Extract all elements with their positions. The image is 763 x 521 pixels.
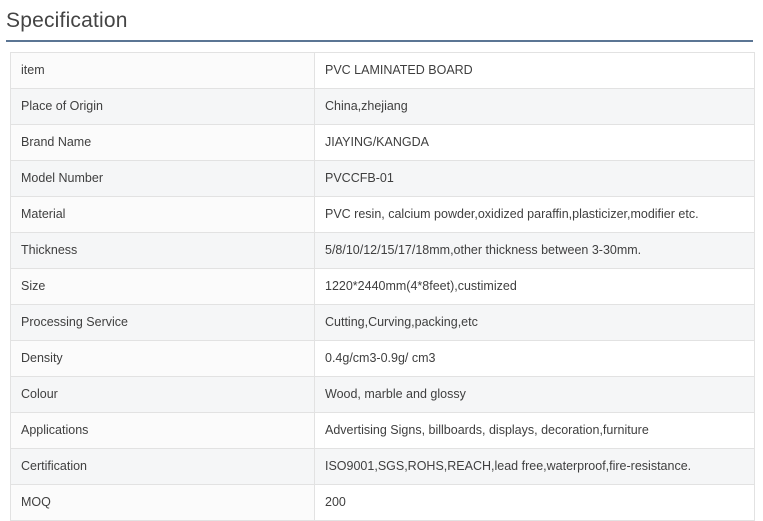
- table-cell-key: Density: [11, 341, 315, 377]
- table-row: [11, 413, 755, 449]
- table-cell-key: Size: [11, 269, 315, 305]
- table-row: [11, 233, 755, 269]
- table-row: [11, 125, 755, 161]
- table-cell-value: Wood, marble and glossy: [315, 377, 755, 413]
- page-title: Specification: [6, 9, 128, 32]
- table-cell-key: Colour: [11, 377, 315, 413]
- table-cell-key: MOQ: [11, 485, 315, 521]
- section-header: [0, 0, 763, 36]
- table-cell-key: Certification: [11, 449, 315, 485]
- table-row: [11, 341, 755, 377]
- table-cell-key: Material: [11, 197, 315, 233]
- table-cell-value: 5/8/10/12/15/17/18mm,other thickness between 3-30mm.: [315, 233, 755, 269]
- table-cell-key: Processing Service: [11, 305, 315, 341]
- table-cell-key: item: [11, 53, 315, 89]
- table-cell-value: 1220*2440mm(4*8feet),custimized: [315, 269, 755, 305]
- table-cell-key: Applications: [11, 413, 315, 449]
- table-cell-key: Thickness: [11, 233, 315, 269]
- table-row: [11, 197, 755, 233]
- table-row: [11, 269, 755, 305]
- table-cell-value: Cutting,Curving,packing,etc: [315, 305, 755, 341]
- table-row: [11, 485, 755, 521]
- table-cell-key: Place of Origin: [11, 89, 315, 125]
- title-divider: [6, 40, 753, 42]
- specification-table-body: [11, 53, 755, 521]
- table-cell-value: China,zhejiang: [315, 89, 755, 125]
- table-row: [11, 449, 755, 485]
- table-cell-value: PVC LAMINATED BOARD: [315, 53, 755, 89]
- table-row: [11, 89, 755, 125]
- table-cell-value: 0.4g/cm3-0.9g/ cm3: [315, 341, 755, 377]
- table-row: [11, 53, 755, 89]
- table-cell-value: ISO9001,SGS,ROHS,REACH,lead free,waterproof,fire-resistance.: [315, 449, 755, 485]
- table-cell-value: JIAYING/KANGDA: [315, 125, 755, 161]
- table-cell-value: Advertising Signs, billboards, displays, decoration,furniture: [315, 413, 755, 449]
- table-cell-value: PVC resin, calcium powder,oxidized paraffin,plasticizer,modifier etc.: [315, 197, 755, 233]
- table-row: [11, 161, 755, 197]
- table-row: [11, 305, 755, 341]
- table-row: [11, 377, 755, 413]
- table-cell-key: Model Number: [11, 161, 315, 197]
- table-cell-key: Brand Name: [11, 125, 315, 161]
- specification-table: [10, 52, 755, 521]
- table-cell-value: PVCCFB-01: [315, 161, 755, 197]
- table-cell-value: 200: [315, 485, 755, 521]
